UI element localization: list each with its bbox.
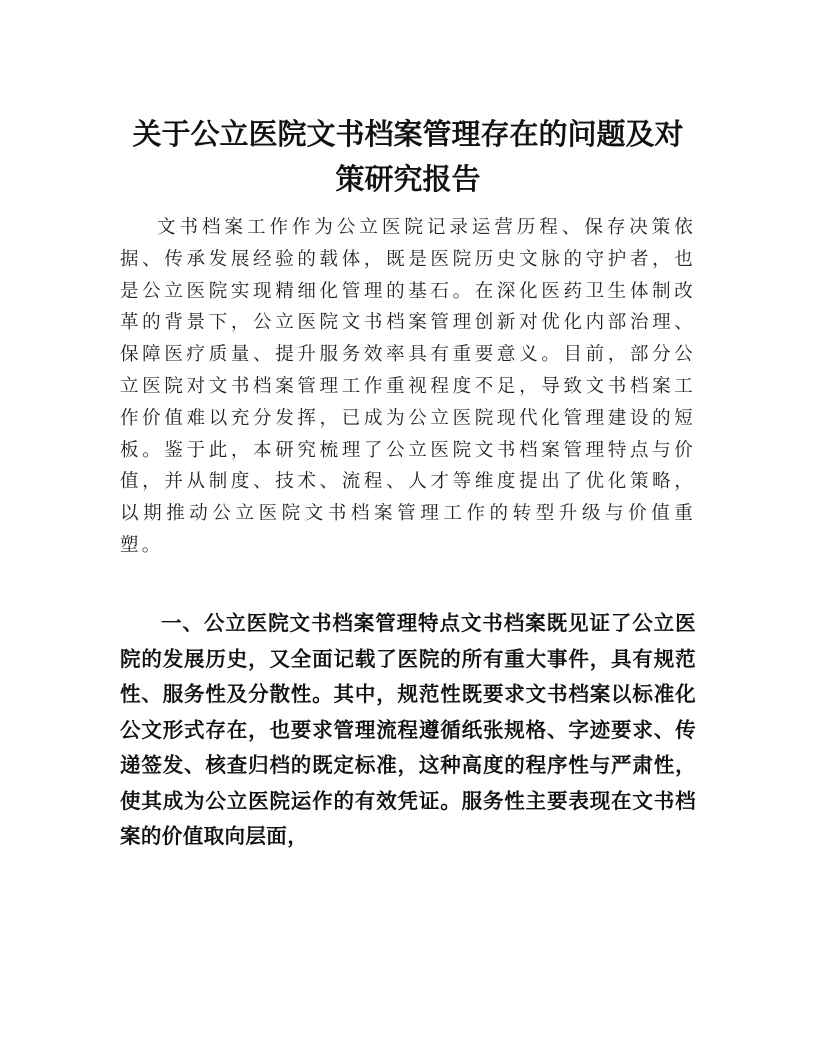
section-one-paragraph: 一、公立医院文书档案管理特点文书档案既见证了公立医院的发展历史，又全面记载了医院的所有重大事件，具有规范性、服务性及分散性。其中，规范性既要求文书档案以标准化公文形式存在，也要求管理流程遵循纸张规格、字迹要求、传递签发、核查归档的既定标准，这种高度的程序性与严肃性，使其成为公立医院运作的有效凭证。服务性主要表现在文书档案的价值取向层面， <box>120 611 696 848</box>
intro-paragraph: 文书档案工作作为公立医院记录运营历程、保存决策依据、传承发展经验的载体，既是医院历史文脉的守护者，也是公立医院实现精细化管理的基石。在深化医药卫生体制改革的背景下，公立医院文书档案管理创新对优化内部治理、保障医疗质量、提升服务效率具有重要意义。目前，部分公立医院对文书档案管理工作重视程度不足，导致文书档案工作价值难以充分发挥，已成为公立医院现代化管理建设的短板。鉴于此，本研究梳理了公立医院文书档案管理特点与价值，并从制度、技术、流程、人才等维度提出了优化策略，以期推动公立医院文书档案管理工作的转型升级与价值重塑。 <box>120 217 696 556</box>
document-title: 关于公立医院文书档案管理存在的问题及对策研究报告 <box>132 117 684 196</box>
